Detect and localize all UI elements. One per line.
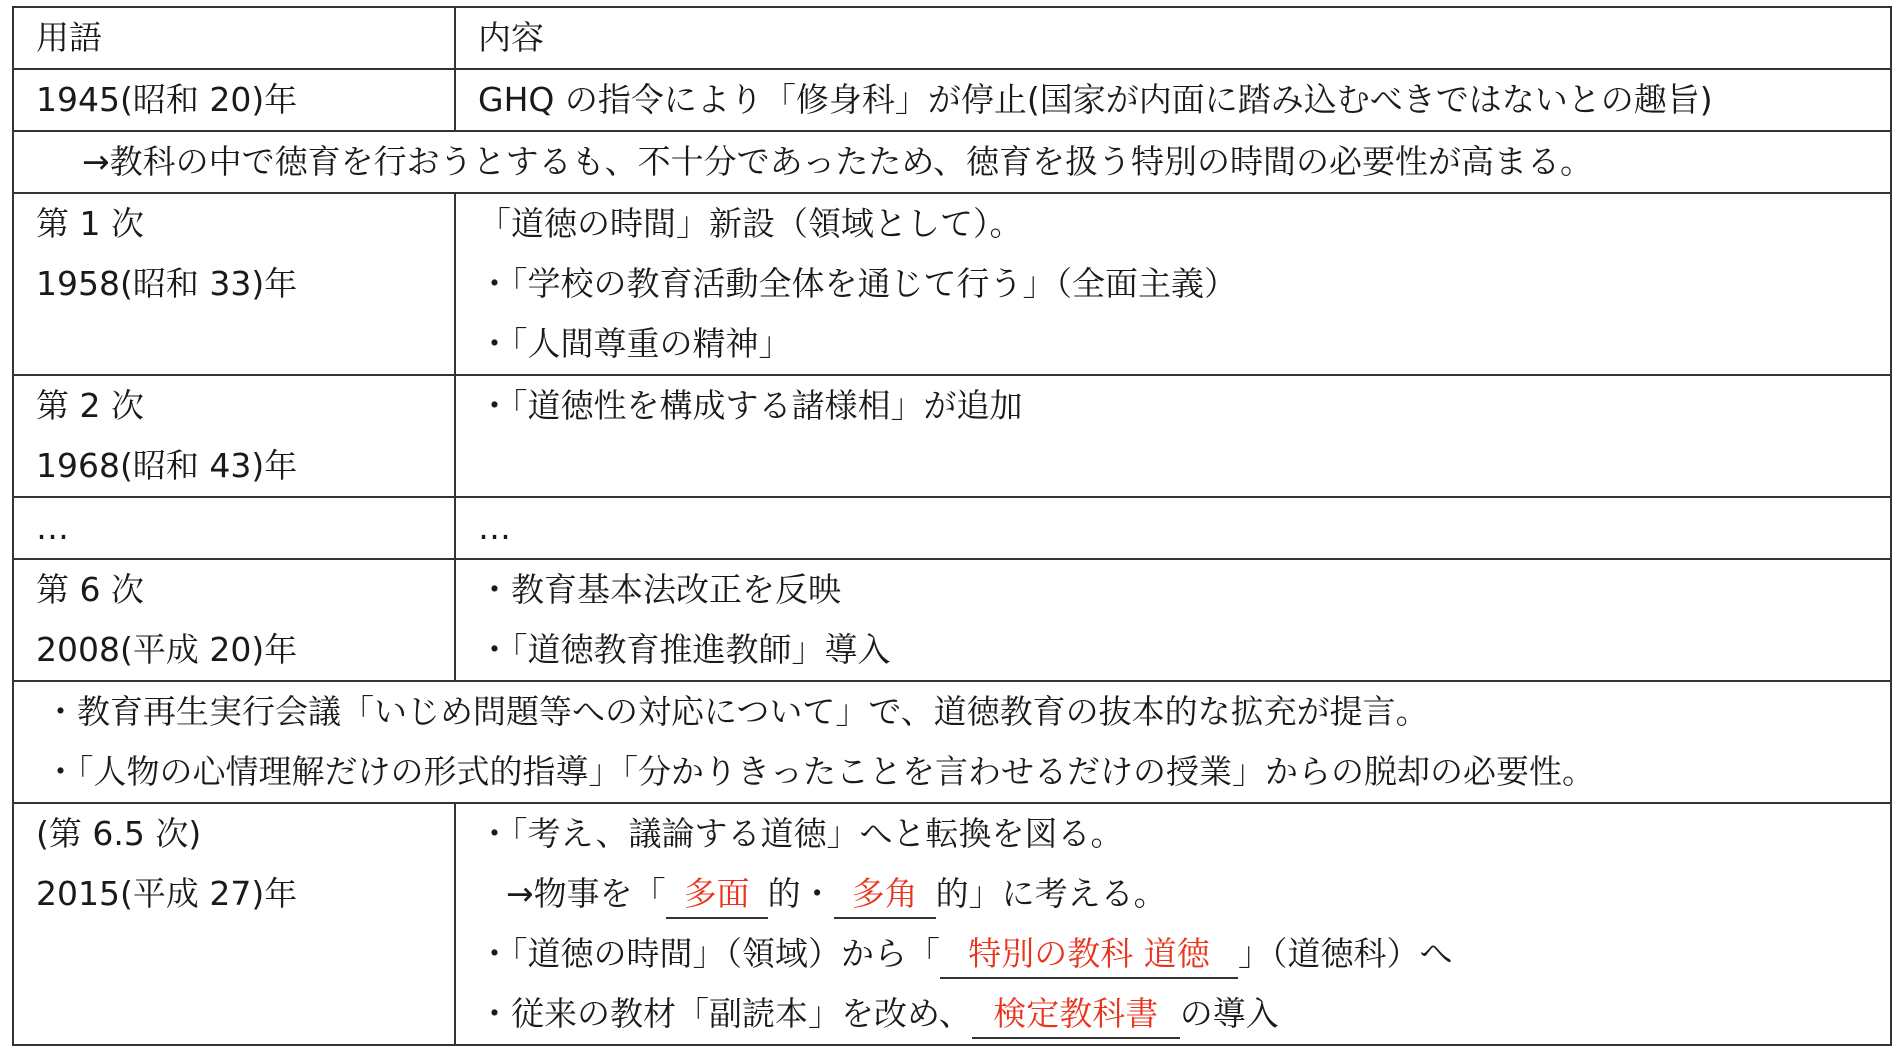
note-1-text: →教科の中で徳育を行おうとするも、不十分であったため、徳育を扱う特別の時間の必要性が高まる。 xyxy=(82,142,1594,181)
table-header-row xyxy=(13,7,1891,69)
table-row-ellipsis xyxy=(13,497,1891,559)
answer-blank-tokubetsu-no-kyouka: 特別の教科 道徳 xyxy=(940,931,1238,979)
header-content-cell xyxy=(455,7,1891,69)
line-3-suffix: 」（道徳科）へ xyxy=(1238,934,1453,973)
content-2008-line-2: ・「道徳教育推進教師」導入 xyxy=(478,630,891,669)
line-4-suffix: の導入 xyxy=(1179,994,1279,1033)
term-cell-2015 xyxy=(13,803,455,1045)
line-2-middle: 的・ xyxy=(767,874,834,913)
note-cell-2 xyxy=(13,681,1891,803)
term-2015-revision: (第 6.5 次) xyxy=(36,814,202,853)
content-cell-1958 xyxy=(455,193,1891,375)
note-2-line-2: ・「人物の心情理解だけの形式的指導」「分かりきったことを言わせるだけの授業」からの脱却の必要性。 xyxy=(44,752,1595,791)
content-2015-line-1: ・「考え、議論する道徳」へと転換を図る。 xyxy=(478,814,1124,853)
content-1958-line-1: 「道徳の時間」新設（領域として）。 xyxy=(478,204,1023,243)
content-cell-ellipsis xyxy=(455,497,1891,559)
term-cell-1945 xyxy=(13,69,455,131)
term-cell-1968 xyxy=(13,375,455,497)
line-2-prefix: →物事を「 xyxy=(506,874,666,913)
content-cell-2008 xyxy=(455,559,1891,681)
history-table xyxy=(12,6,1892,1046)
header-term: 用語 xyxy=(36,18,102,57)
table-row-1945 xyxy=(13,69,1891,131)
table-row-note-2 xyxy=(13,681,1891,803)
term-2008-revision: 第 6 次 xyxy=(36,570,144,609)
content-1958-line-2: ・「学校の教育活動全体を通じて行う」（全面主義） xyxy=(478,264,1237,303)
answer-blank-takaku: 多角 xyxy=(834,871,936,919)
answer-blank-tamen: 多面 xyxy=(666,871,768,919)
table-row-2008 xyxy=(13,559,1891,681)
table-row-1958 xyxy=(13,193,1891,375)
content-cell-2015 xyxy=(455,803,1891,1045)
header-content: 内容 xyxy=(478,18,544,57)
table-row-1968 xyxy=(13,375,1891,497)
note-cell-1 xyxy=(13,131,1891,193)
term-cell-ellipsis xyxy=(13,497,455,559)
content-1968-line-1: ・「道徳性を構成する諸様相」が追加 xyxy=(478,386,1023,425)
term-1945: 1945(昭和 20)年 xyxy=(36,80,298,119)
line-4-prefix: ・従来の教材「副読本」を改め、 xyxy=(478,994,972,1033)
term-2015-year: 2015(平成 27)年 xyxy=(36,874,298,913)
content-ellipsis: … xyxy=(478,508,511,547)
header-term-cell xyxy=(13,7,455,69)
term-ellipsis: … xyxy=(36,508,69,547)
line-3-prefix: ・「道徳の時間」（領域）から「 xyxy=(478,934,940,973)
note-2-line-1: ・教育再生実行会議「いじめ問題等への対応について」で、道徳教育の抜本的な拡充が提言。 xyxy=(44,692,1429,731)
content-cell-1945 xyxy=(455,69,1891,131)
content-2015-line-2 xyxy=(478,864,1890,924)
term-1958-year: 1958(昭和 33)年 xyxy=(36,264,298,303)
term-cell-1958 xyxy=(13,193,455,375)
term-1968-revision: 第 2 次 xyxy=(36,386,144,425)
moral-education-history-table xyxy=(12,6,1892,1040)
answer-blank-kentei-kyoukasho: 検定教科書 xyxy=(972,991,1180,1039)
content-2008-line-1: ・教育基本法改正を反映 xyxy=(478,570,841,609)
table-row-2015 xyxy=(13,803,1891,1045)
term-1968-year: 1968(昭和 43)年 xyxy=(36,446,298,485)
content-1945: GHQ の指令により「修身科」が停止(国家が内面に踏み込むべきではないとの趣旨) xyxy=(478,80,1713,119)
term-2008-year: 2008(平成 20)年 xyxy=(36,630,298,669)
term-1958-revision: 第 1 次 xyxy=(36,204,144,243)
content-cell-1968 xyxy=(455,375,1891,497)
term-cell-2008 xyxy=(13,559,455,681)
content-2015-line-3 xyxy=(478,924,1890,984)
content-2015-line-4 xyxy=(478,984,1890,1044)
table-row-note-1 xyxy=(13,131,1891,193)
content-1958-line-3: ・「人間尊重の精神」 xyxy=(478,324,792,363)
line-2-suffix: 的」に考える。 xyxy=(935,874,1167,913)
